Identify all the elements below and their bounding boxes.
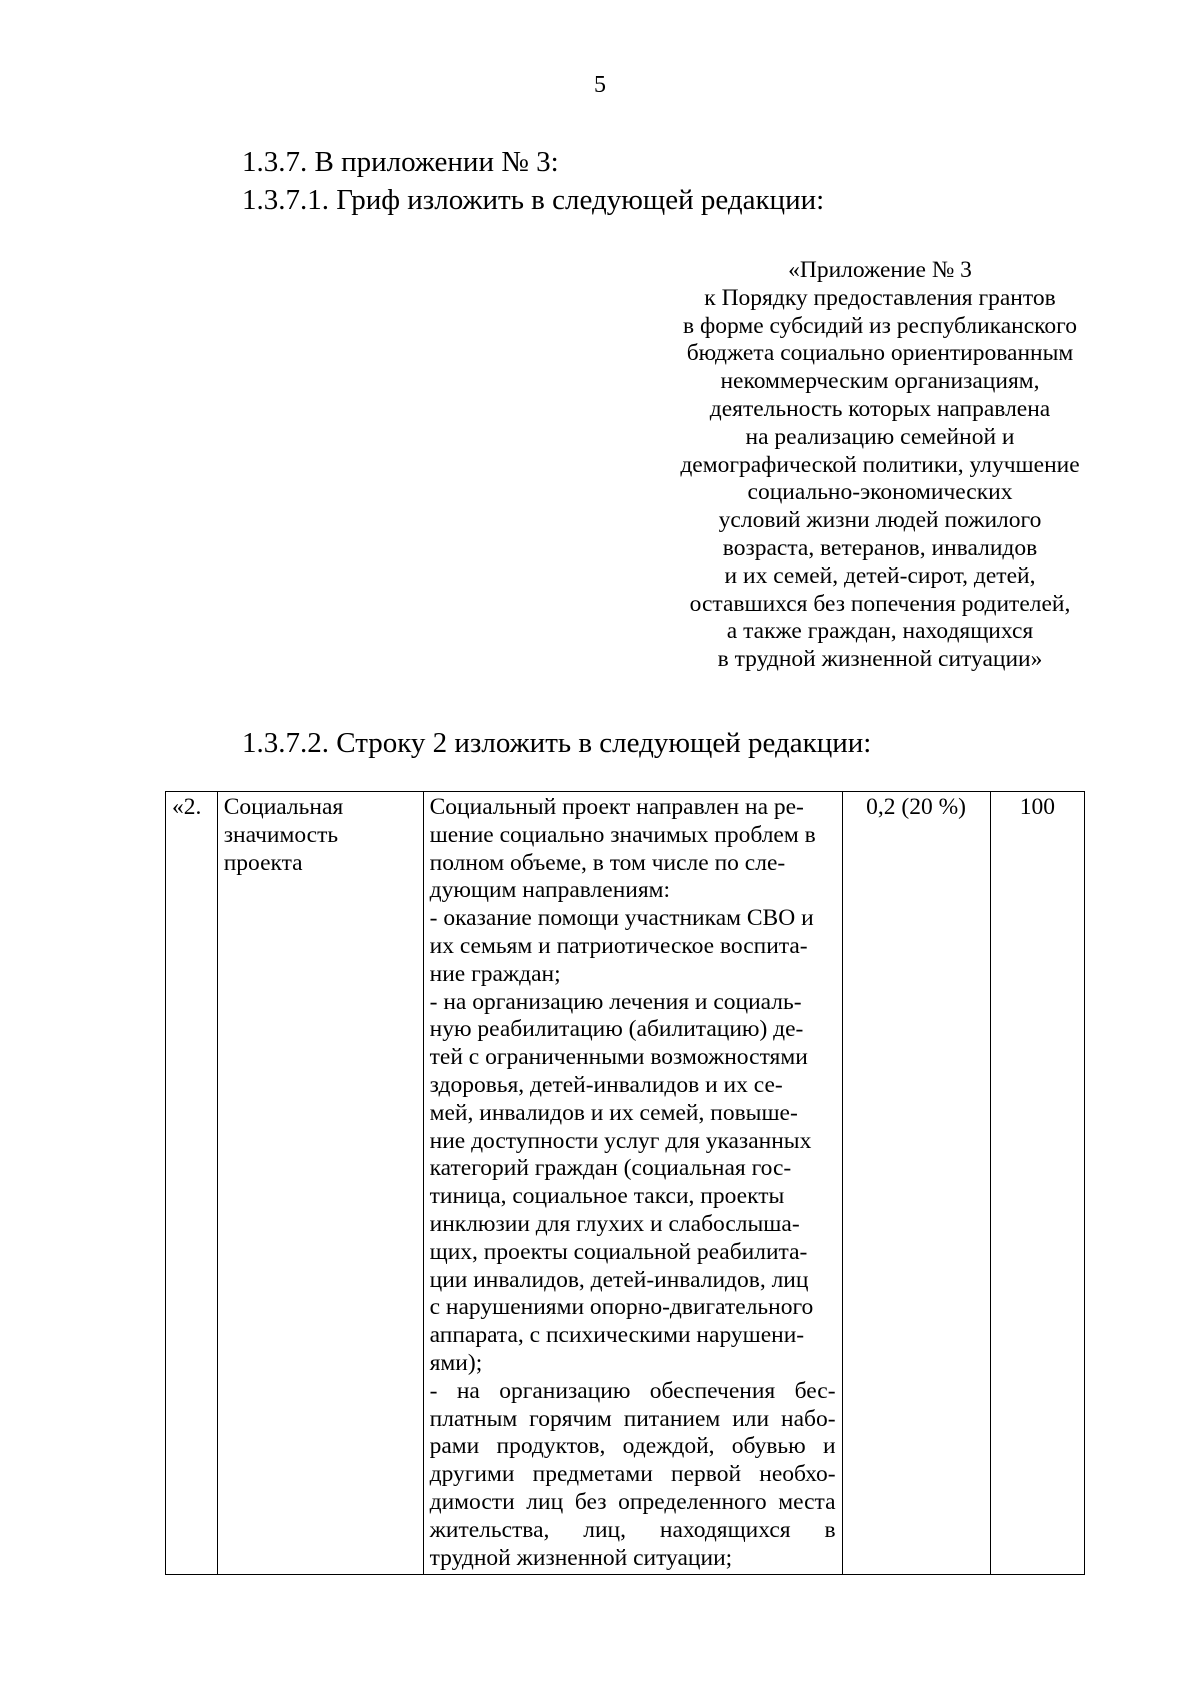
description-line: шение социально значимых проблем в (429, 821, 816, 848)
description-line: дующим направлениям: (429, 877, 671, 904)
description-line: Социальный проект направлен на ре- (429, 794, 804, 820)
description-line: аппарата, с психическими нарушени- (429, 1322, 805, 1349)
score-cell: 100 (990, 792, 1084, 1575)
description-line: категорий граждан (социальная гос- (429, 1155, 792, 1182)
row-number-cell: «2. (166, 792, 218, 1575)
criterion-name-line: значимость (223, 821, 339, 848)
description-line: ную реабилитацию (абилитацию) де- (429, 1016, 804, 1043)
section-heading-1-3-7-2: 1.3.7.2. Строку 2 изложить в следующей редакции: (242, 727, 872, 759)
description-line: инклюзии для глухих и слабослыша- (429, 1210, 800, 1237)
description-line: димости лиц без определенного места (429, 1488, 836, 1515)
description-line: ями); (429, 1349, 483, 1376)
description-line: - оказание помощи участникам СВО и (429, 905, 814, 932)
criterion-name-line: проекта (223, 849, 303, 876)
description-line: тей с ограниченными возможностями (429, 1044, 808, 1071)
criterion-description-cell (423, 792, 842, 1575)
description-line: ние доступности услуг для указанных (429, 1127, 812, 1154)
appendix-grif-block (650, 257, 1110, 674)
description-line: с нарушениями опорно-двигательного (429, 1294, 814, 1321)
grif-line: демографической политики, улучшение (680, 451, 1080, 478)
grif-line: оставшихся без попечения родителей, (689, 590, 1071, 617)
description-line: ние граждан; (429, 960, 561, 987)
grif-line: а также граждан, находящихся (726, 618, 1034, 645)
page-number: 5 (594, 72, 606, 98)
grif-line: к Порядку предоставления грантов (704, 284, 1056, 311)
grif-line: и их семей, детей-сирот, детей, (724, 562, 1036, 589)
criterion-name-line: Социальная (223, 794, 344, 820)
grif-line: социально-экономических (747, 479, 1013, 506)
section-heading-1-3-7: 1.3.7. В приложении № 3: (242, 146, 559, 178)
description-line: тиница, социальное такси, проекты (429, 1183, 785, 1210)
description-line: мей, инвалидов и их семей, повыше- (429, 1099, 798, 1126)
description-line: щих, проекты социальной реабилита- (429, 1238, 808, 1265)
description-line: жительства, лиц, находящихся в (429, 1516, 836, 1543)
grif-line: возраста, ветеранов, инвалидов (722, 534, 1038, 561)
grif-line: условий жизни людей пожилого (718, 507, 1042, 534)
grif-line: деятельность которых направлена (709, 395, 1051, 422)
description-line: - на организацию обеспечения бес- (429, 1377, 836, 1404)
description-line: платным горячим питанием или набо- (429, 1405, 836, 1432)
weight-cell: 0,2 (20 %) (842, 792, 990, 1575)
criterion-name-cell (217, 792, 423, 1575)
description-line: их семьям и патриотическое воспита- (429, 932, 808, 959)
criteria-table (165, 791, 1085, 1575)
description-line: трудной жизненной ситуации; (429, 1544, 733, 1571)
grif-line: на реализацию семейной и (745, 423, 1015, 450)
grif-line: в трудной жизненной ситуации» (717, 646, 1043, 673)
grif-line: «Приложение № 3 (788, 257, 972, 283)
description-line: здоровья, детей-инвалидов и их се- (429, 1071, 783, 1098)
description-line: - на организацию лечения и социаль- (429, 988, 802, 1015)
description-line: полном объеме, в том числе по сле- (429, 849, 786, 876)
grif-line: некоммерческим организациям, (720, 368, 1040, 395)
description-line: другими предметами первой необхо- (429, 1461, 836, 1488)
section-heading-1-3-7-1: 1.3.7.1. Гриф изложить в следующей редакции: (242, 184, 825, 216)
grif-line: бюджета социально ориентированным (686, 340, 1074, 367)
description-line: ции инвалидов, детей-инвалидов, лиц (429, 1266, 809, 1293)
table-row (166, 792, 1085, 1575)
grif-line: в форме субсидий из республиканского (683, 312, 1077, 339)
description-line: рами продуктов, одеждой, обувью и (429, 1433, 836, 1460)
